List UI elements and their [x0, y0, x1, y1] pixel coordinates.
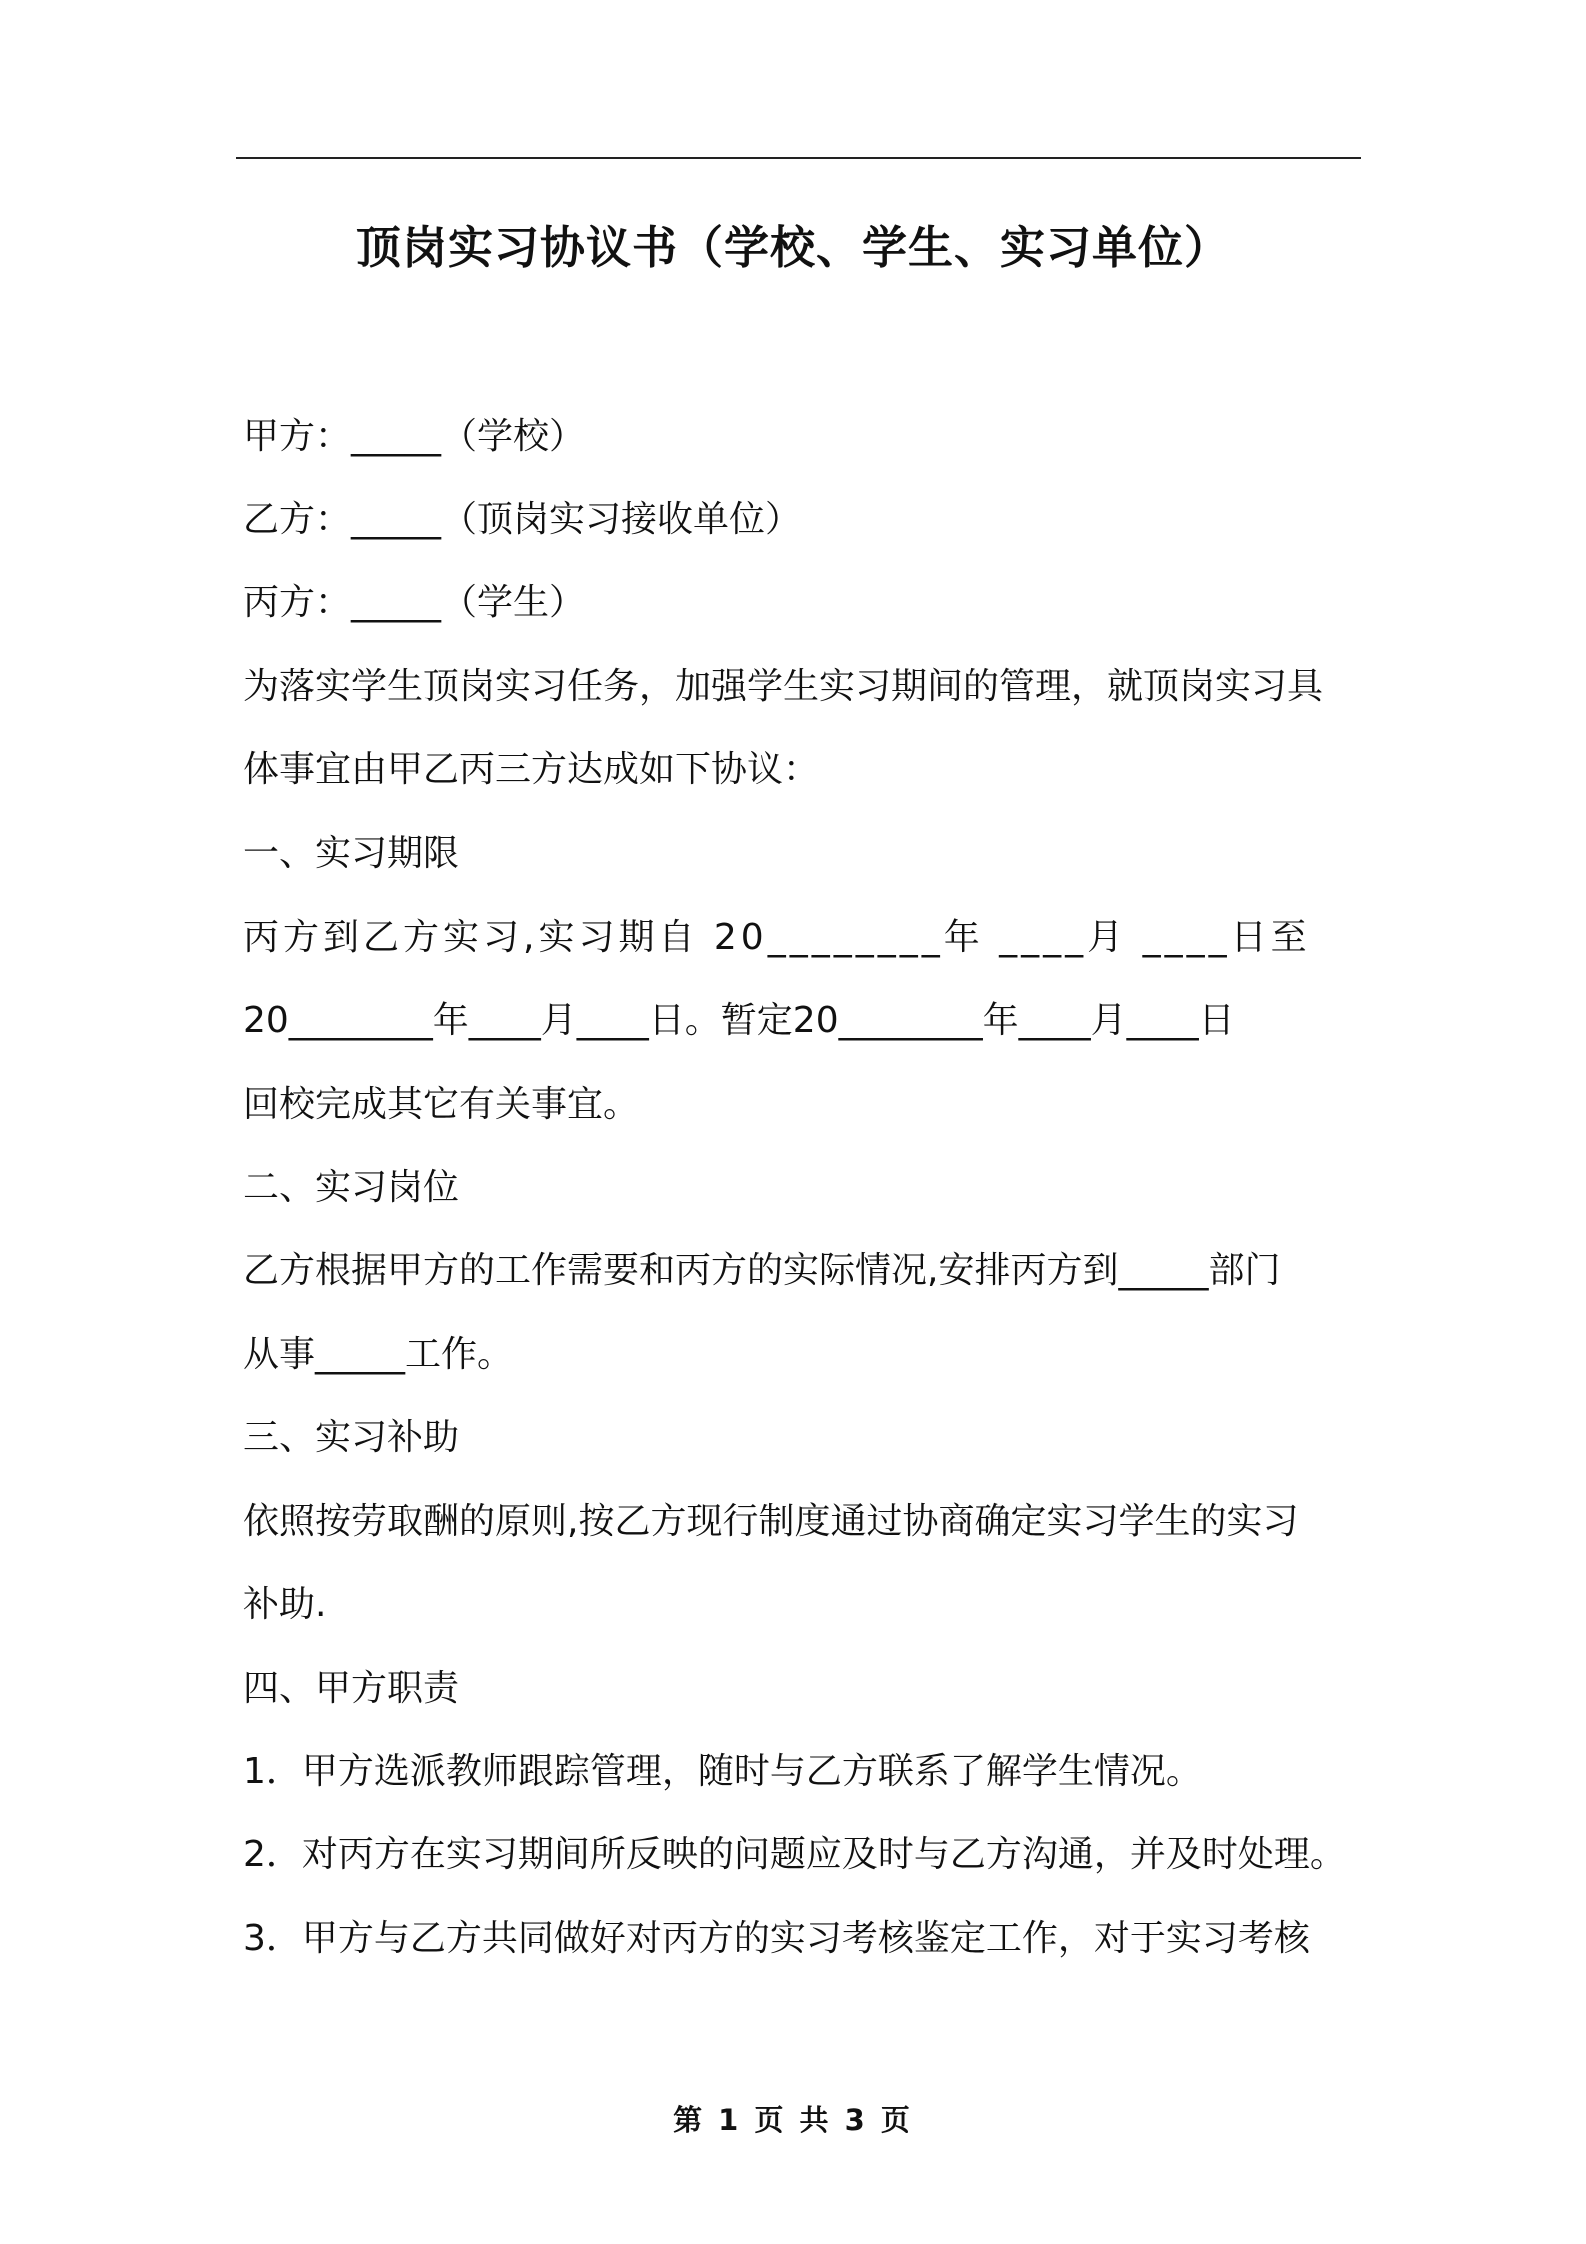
- intro-line-2: 体事宜由甲乙丙三方达成如下协议：: [243, 749, 820, 790]
- intro-line-1: 为落实学生顶岗实习任务，加强学生实习期间的管理，就顶岗实习具: [243, 666, 1324, 707]
- section-2-heading: 二、实习岗位: [243, 1167, 460, 1208]
- party-c-line: 丙方：_____（学生）: [243, 582, 586, 623]
- section-4-item-2: 2．对丙方在实习期间所反映的问题应及时与乙方沟通，并及时处理。: [243, 1834, 1346, 1875]
- document-title: 顶岗实习协议书（学校、学生、实习单位）: [355, 221, 1230, 274]
- section-2-line-1: 乙方根据甲方的工作需要和丙方的实际情况,安排丙方到_____部门: [243, 1250, 1281, 1291]
- section-1-line-3: 回校完成其它有关事宜。: [243, 1084, 640, 1125]
- section-3-line-1: 依照按劳取酬的原则,按乙方现行制度通过协商确定实习学生的实习: [243, 1501, 1299, 1542]
- party-b-line: 乙方：_____（顶岗实习接收单位）: [243, 499, 802, 540]
- page-number: 第 1 页 共 3 页: [673, 2103, 913, 2137]
- section-4-item-3: 3．甲方与乙方共同做好对丙方的实习考核鉴定工作，对于实习考核: [243, 1918, 1310, 1959]
- section-1-heading: 一、实习期限: [243, 833, 460, 874]
- section-1-line-1: 丙方到乙方实习,实习期自 20________年 ____月 ____日至: [243, 917, 1311, 958]
- section-4-heading: 四、甲方职责: [243, 1668, 460, 1709]
- section-3-line-2: 补助.: [243, 1584, 327, 1625]
- section-4-item-1: 1．甲方选派教师跟踪管理，随时与乙方联系了解学生情况。: [243, 1751, 1202, 1792]
- party-a-line: 甲方：_____（学校）: [243, 416, 586, 457]
- section-3-heading: 三、实习补助: [243, 1417, 460, 1458]
- section-1-line-2: 20________年____月____日。暂定20________年____月____日: [243, 1000, 1235, 1041]
- section-2-line-2: 从事_____工作。: [243, 1334, 514, 1375]
- header-divider: [236, 157, 1361, 159]
